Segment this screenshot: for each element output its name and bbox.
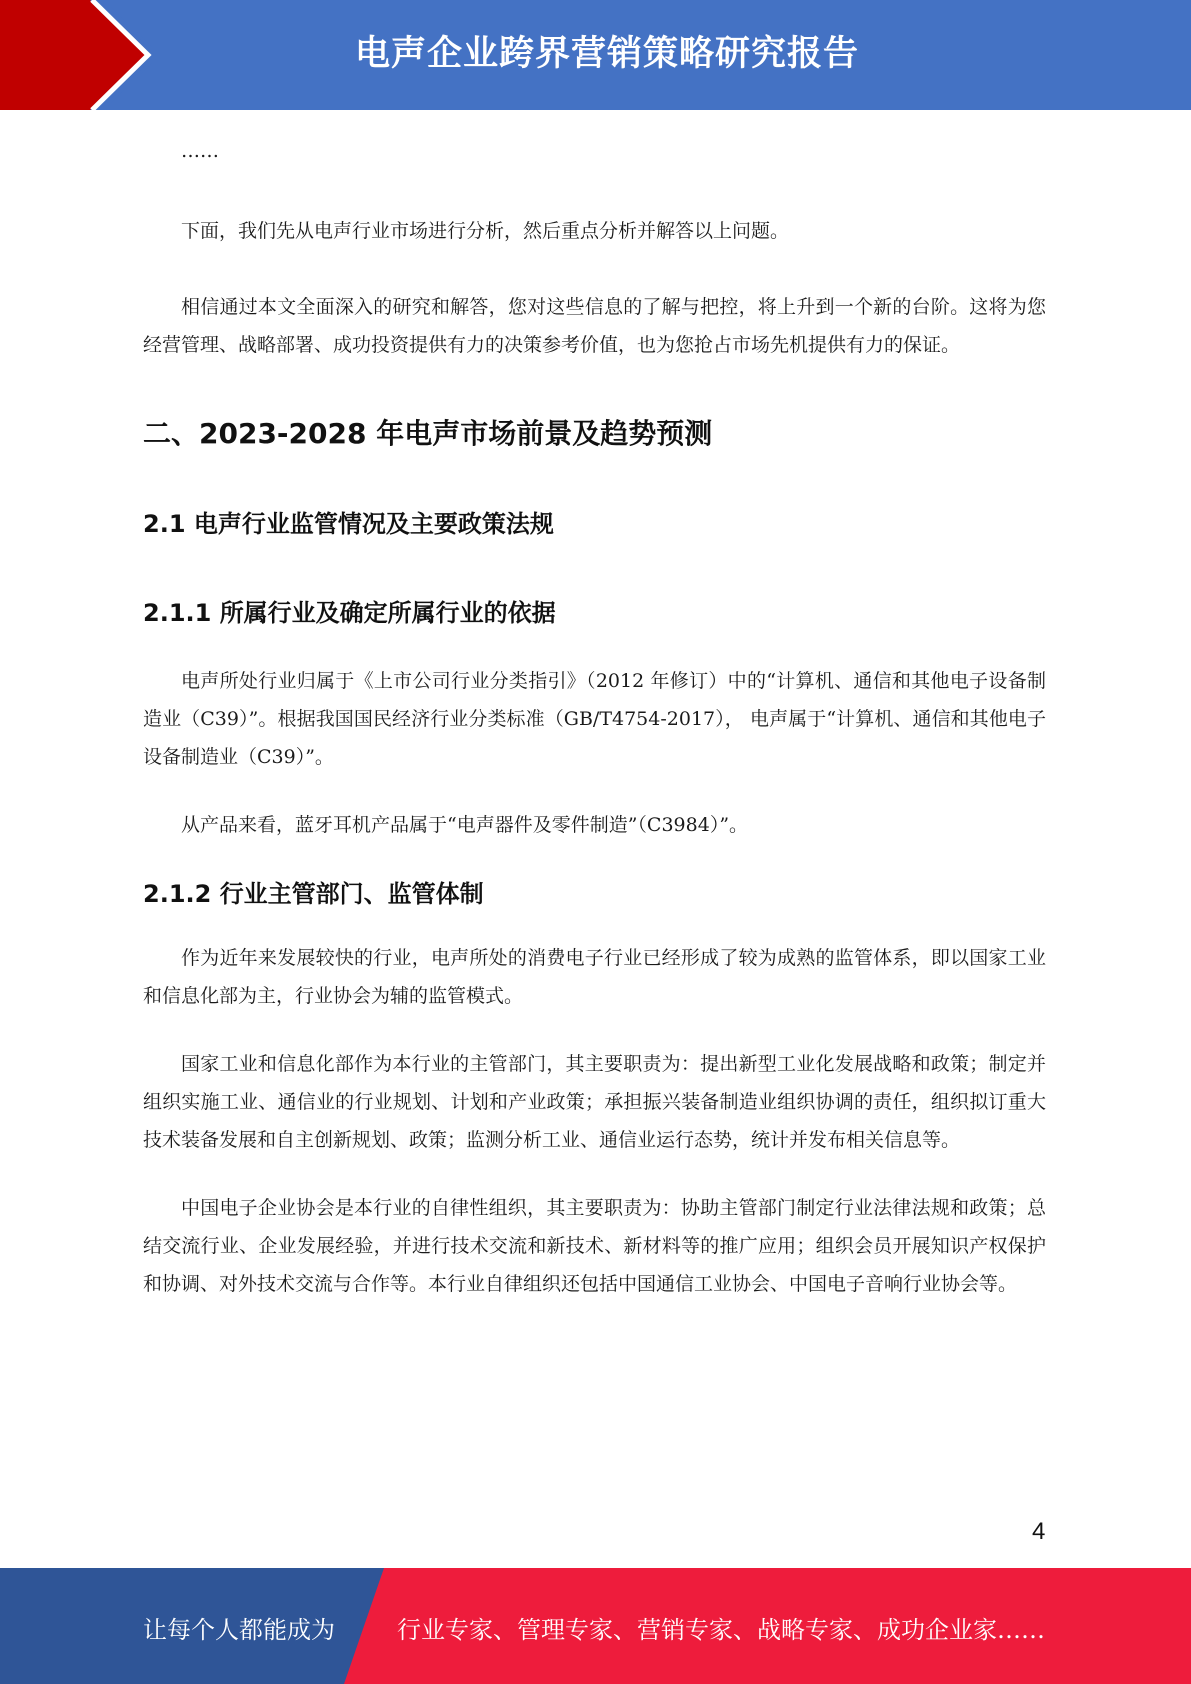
page-content <box>143 118 1046 1303</box>
footer-slogan-left: 让每个人都能成为 <box>143 1616 335 1644</box>
report-title: 电声企业跨界营销策略研究报告 <box>355 34 860 74</box>
page-number: 4 <box>1032 1518 1046 1545</box>
ellipsis-text: …… <box>181 140 219 162</box>
paragraph-intro-2: 相信通过本文全面深入的研究和解答，您对这些信息的了解与把控，将上升到一个新的台阶。这将为您经营管理、战略部署、成功投资提供有力的决策参考价值，也为您抢占市场先机提供有力的保证。 <box>143 296 1046 356</box>
paragraph-2-1-1-b: 从产品来看，蓝牙耳机产品属于“电声器件及零件制造”（C3984）”。 <box>181 814 749 836</box>
paragraph-2-1-1-a: 电声所处行业归属于《上市公司行业分类指引》（2012 年修订）中的“计算机、通信和其他电子设备制造业（C39）”。根据我国国民经济行业分类标准（GB/T4754-2017）， 电声属于“计算机、通信和其他电子设备制造业（C39）”。 <box>143 670 1046 768</box>
section-2-heading: 二、2023-2028 年电声市场前景及趋势预测 <box>143 417 713 450</box>
page-header <box>0 0 1191 110</box>
section-2-1-2-heading: 2.1.2 行业主管部门、监管体制 <box>143 880 484 908</box>
section-2-1-1-heading: 2.1.1 所属行业及确定所属行业的依据 <box>143 599 556 627</box>
page-footer <box>0 1568 1191 1684</box>
paragraph-2-1-2-b: 国家工业和信息化部作为本行业的主管部门，其主要职责为：提出新型工业化发展战略和政策；制定并组织实施工业、通信业的行业规划、计划和产业政策；承担振兴装备制造业组织协调的责任，组织拟订重大技术装备发展和自主创新规划、政策；监测分析工业、通信业运行态势，统计并发布相关信息等。 <box>143 1053 1046 1151</box>
paragraph-intro-1: 下面，我们先从电声行业市场进行分析，然后重点分析并解答以上问题。 <box>181 220 790 242</box>
paragraph-2-1-2-c: 中国电子企业协会是本行业的自律性组织，其主要职责为：协助主管部门制定行业法律法规和政策；总结交流行业、企业发展经验，并进行技术交流和新技术、新材料等的推广应用；组织会员开展知识产权保护和协调、对外技术交流与合作等。本行业自律组织还包括中国通信工业协会、中国电子音响行业协会等。 <box>143 1197 1046 1295</box>
footer-slogan-right: 行业专家、管理专家、营销专家、战略专家、成功企业家…… <box>397 1616 1045 1644</box>
section-2-1-heading: 2.1 电声行业监管情况及主要政策法规 <box>143 510 554 538</box>
paragraph-2-1-2-a: 作为近年来发展较快的行业，电声所处的消费电子行业已经形成了较为成熟的监管体系，即以国家工业和信息化部为主，行业协会为辅的监管模式。 <box>143 947 1046 1007</box>
